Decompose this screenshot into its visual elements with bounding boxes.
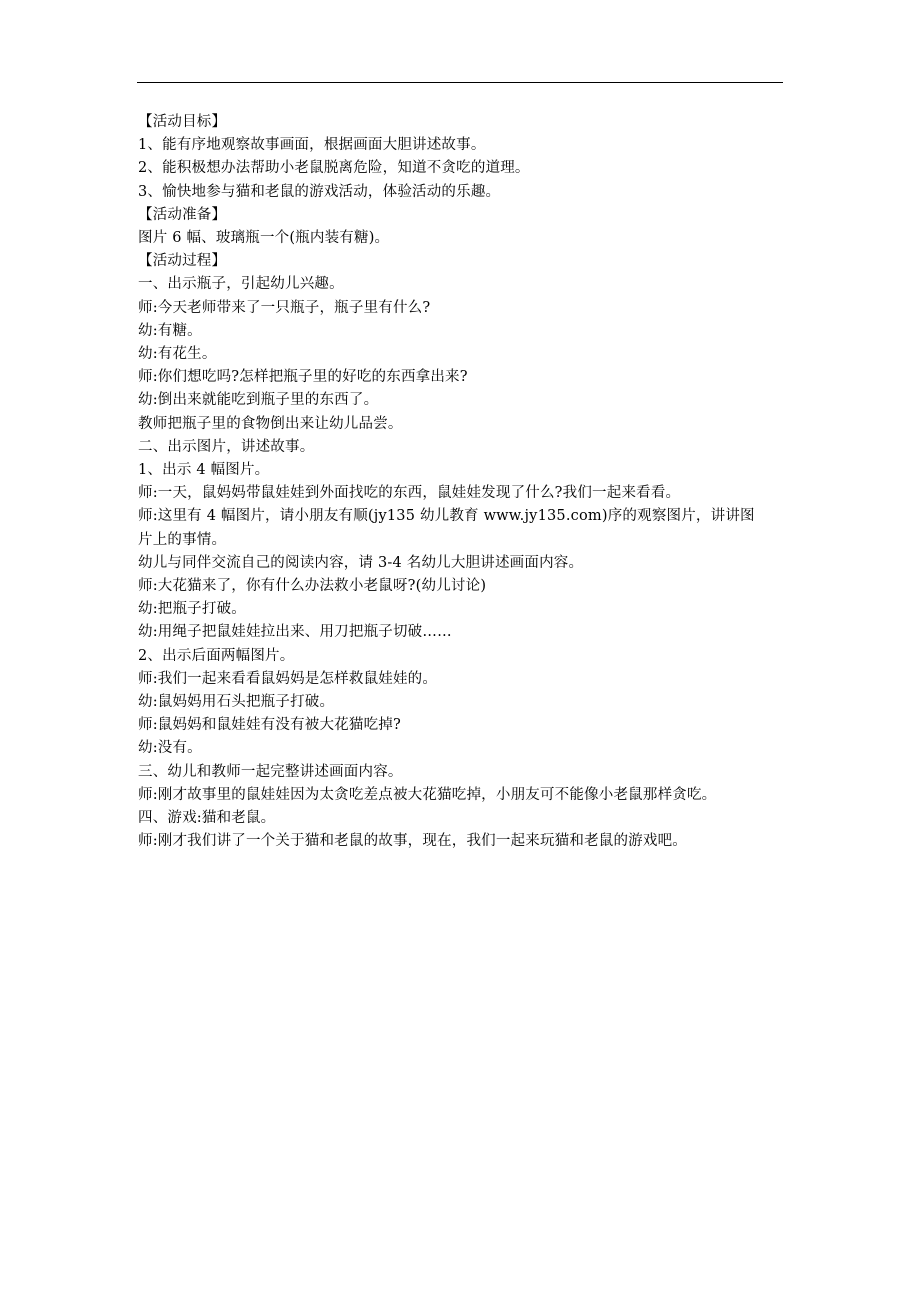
dialogue-line: 师:一天，鼠妈妈带鼠娃娃到外面找吃的东西，鼠娃娃发现了什么?我们一起来看看。 — [138, 485, 681, 502]
process-step-heading: 三、幼儿和教师一起完整讲述画面内容。 — [138, 763, 403, 780]
sub-step-heading: 1、出示 4 幅图片。 — [138, 462, 270, 479]
preparation-text: 图片 6 幅、玻璃瓶一个(瓶内装有糖)。 — [138, 230, 390, 247]
dialogue-line: 师:这里有 4 幅图片，请小朋友有顺(jy135 幼儿教育 www.jy135.com)序的观察图片，讲讲图 — [138, 508, 755, 525]
dialogue-line: 幼:用绳子把鼠娃娃拉出来、用刀把瓶子切破…… — [138, 624, 452, 641]
dialogue-line: 幼:有花生。 — [138, 346, 217, 363]
dialogue-line: 师:今天老师带来了一只瓶子，瓶子里有什么? — [138, 299, 431, 316]
section-heading-preparation: 【活动准备】 — [138, 206, 227, 223]
dialogue-line: 幼:倒出来就能吃到瓶子里的东西了。 — [138, 392, 379, 409]
objective-item: 1、能有序地观察故事画面，根据画面大胆讲述故事。 — [138, 137, 486, 154]
header-rule — [137, 82, 783, 83]
dialogue-line: 幼:没有。 — [138, 740, 202, 757]
sub-step-heading: 2、出示后面两幅图片。 — [138, 647, 295, 664]
document-body — [138, 111, 788, 854]
objective-item: 3、愉快地参与猫和老鼠的游戏活动，体验活动的乐趣。 — [138, 183, 501, 200]
body-text: 教师把瓶子里的食物倒出来让幼儿品尝。 — [138, 415, 403, 432]
process-step-heading: 二、出示图片，讲述故事。 — [138, 438, 315, 455]
dialogue-line: 师:刚才故事里的鼠娃娃因为太贪吃差点被大花猫吃掉，小朋友可不能像小老鼠那样贪吃。 — [138, 786, 717, 803]
body-text: 幼儿与同伴交流自己的阅读内容，请 3-4 名幼儿大胆讲述画面内容。 — [138, 554, 584, 571]
section-heading-process: 【活动过程】 — [138, 253, 227, 270]
dialogue-line: 幼:把瓶子打破。 — [138, 601, 246, 618]
dialogue-line: 幼:有糖。 — [138, 322, 202, 339]
objective-item: 2、能积极想办法帮助小老鼠脱离危险，知道不贪吃的道理。 — [138, 160, 530, 177]
section-heading-objectives: 【活动目标】 — [138, 114, 227, 130]
dialogue-line: 幼:鼠妈妈用石头把瓶子打破。 — [138, 694, 335, 711]
dialogue-line-continued: 片上的事情。 — [138, 531, 227, 548]
dialogue-line: 师:我们一起来看看鼠妈妈是怎样救鼠娃娃的。 — [138, 670, 438, 687]
dialogue-line: 师:鼠妈妈和鼠娃娃有没有被大花猫吃掉? — [138, 717, 401, 734]
dialogue-line: 师:刚才我们讲了一个关于猫和老鼠的故事，现在，我们一起来玩猫和老鼠的游戏吧。 — [138, 833, 687, 850]
dialogue-line: 师:你们想吃吗?怎样把瓶子里的好吃的东西拿出来? — [138, 369, 468, 386]
process-step-heading: 四、游戏:猫和老鼠。 — [138, 810, 276, 827]
process-step-heading: 一、出示瓶子，引起幼儿兴趣。 — [138, 276, 344, 293]
dialogue-line: 师:大花猫来了，你有什么办法救小老鼠呀?(幼儿讨论) — [138, 578, 487, 595]
